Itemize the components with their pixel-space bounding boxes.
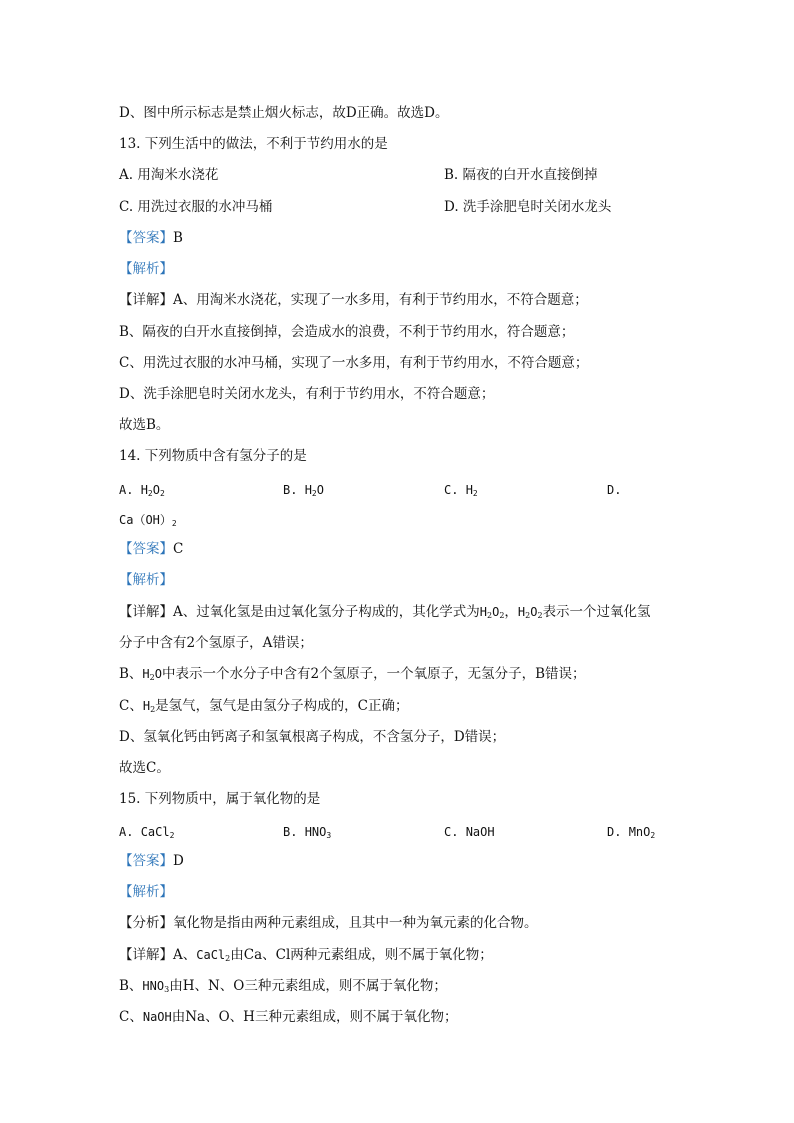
formula-part: H bbox=[517, 605, 526, 619]
formula-subscript: 2 bbox=[537, 611, 543, 620]
q15-answer bbox=[119, 852, 184, 870]
formula-subscript: 2 bbox=[650, 831, 656, 840]
formula-subscript: 2 bbox=[171, 519, 177, 528]
q14-stem: 14. 下列物质中含有氢分子的是 bbox=[119, 448, 307, 464]
option-label: C. bbox=[444, 483, 466, 497]
formula-part: H bbox=[479, 605, 487, 619]
formula-subscript: 2 bbox=[525, 611, 531, 620]
formula-part: O bbox=[152, 483, 160, 497]
detail-text: 中表示一个水分子中含有2个氢原子，一个氧原子，无氢分子，B错误； bbox=[161, 666, 586, 682]
q13-option-d: D. 洗手涂肥皂时关闭水龙头 bbox=[444, 199, 612, 215]
q15-detail-c bbox=[119, 1008, 457, 1026]
formula-part: CaCl bbox=[140, 825, 170, 839]
option-label: D. bbox=[607, 825, 629, 839]
detail-text: 由Na、O、H三种元素组成，则不属于氧化物； bbox=[171, 1009, 458, 1025]
q14-detail-a-line2: 分子中含有2个氢原子，A错误； bbox=[119, 635, 313, 651]
q13-detail-a bbox=[119, 291, 588, 309]
detail-prefix: C、 bbox=[119, 1009, 143, 1025]
formula-subscript: 2 bbox=[225, 954, 231, 963]
q13-option-b: B. 隔夜的白开水直接倒掉 bbox=[444, 167, 598, 183]
option-label: A. bbox=[119, 483, 141, 497]
formula-subscript: 2 bbox=[499, 611, 505, 620]
formula-subscript: 2 bbox=[149, 673, 155, 682]
detail-prefix: A、 bbox=[173, 947, 197, 963]
q13-conclusion: 故选B。 bbox=[119, 417, 170, 433]
formula-part: H bbox=[142, 699, 151, 713]
q14-option-d-label: D. bbox=[607, 483, 622, 497]
q14-detail-c bbox=[119, 697, 409, 715]
answer-value: B bbox=[173, 230, 183, 246]
formula-subscript: 2 bbox=[159, 489, 165, 498]
q15-detail-b bbox=[119, 977, 447, 995]
formula-subscript: 2 bbox=[311, 489, 317, 498]
q13-option-a: A. 用淘米水浇花 bbox=[119, 167, 219, 183]
formula-subscript: 3 bbox=[164, 985, 170, 994]
q13-detail-c: C、用洗过衣服的水冲马桶，实现了一水多用，有利于节约用水，不符合题意； bbox=[119, 355, 589, 371]
q14-detail-a-line1 bbox=[119, 603, 651, 621]
formula-subscript: 2 bbox=[486, 611, 493, 620]
detail-text: A、用淘米水浇花，实现了一水多用，有利于节约用水，不符合题意； bbox=[173, 292, 588, 308]
answer-tag: 【答案】 bbox=[119, 230, 173, 246]
q13-answer bbox=[119, 229, 183, 247]
q15-option-c bbox=[444, 823, 495, 841]
formula-part: H bbox=[142, 667, 150, 681]
option-label: A. bbox=[119, 825, 141, 839]
formula-subscript: 3 bbox=[326, 831, 332, 840]
formula-part: MnO bbox=[628, 825, 651, 839]
q13-analysis-tag: 【解析】 bbox=[119, 261, 173, 277]
q14-analysis-tag: 【解析】 bbox=[119, 572, 173, 588]
q14-answer bbox=[119, 540, 183, 558]
analysis-text: 氧化物是指由两种元素组成，且其中一种为氧元素的化合物。 bbox=[173, 915, 538, 931]
q15-option-d bbox=[607, 823, 655, 841]
q15-option-b bbox=[283, 823, 331, 841]
formula-part: H bbox=[304, 483, 312, 497]
q13-detail-b: B、隔夜的白开水直接倒掉，会造成水的浪费，不利于节约用水，符合题意； bbox=[119, 324, 575, 340]
answer-tag: 【答案】 bbox=[119, 541, 173, 557]
formula-part: NaOH bbox=[465, 825, 495, 839]
formula-subscript: 2 bbox=[147, 489, 153, 498]
q14-option-a bbox=[119, 481, 165, 499]
answer-value: C bbox=[173, 541, 184, 557]
detail-text: 由Ca、Cl两种元素组成，则不属于氧化物； bbox=[230, 947, 493, 963]
q14-option-c bbox=[444, 481, 478, 499]
formula-part: HNO bbox=[142, 979, 165, 993]
q13-option-c: C. 用洗过衣服的水冲马桶 bbox=[119, 199, 273, 215]
detail-text: 表示一个过氧化氢 bbox=[542, 604, 651, 620]
detail-prefix: B、 bbox=[119, 666, 143, 682]
formula-part: O bbox=[492, 605, 500, 619]
formula-subscript: 2 bbox=[472, 489, 478, 498]
option-label: B. bbox=[283, 825, 305, 839]
detail-prefix: B、 bbox=[119, 978, 143, 994]
detail-text: A、过氧化氢是由过氧化氢分子构成的，其化学式为 bbox=[173, 604, 480, 620]
formula-subscript: 2 bbox=[169, 831, 175, 840]
detail-tag: 【详解】 bbox=[119, 604, 173, 620]
formula-part: Ca（OH） bbox=[119, 513, 172, 527]
q14-option-b bbox=[283, 481, 324, 499]
q15-option-a bbox=[119, 823, 174, 841]
formula-part: O bbox=[530, 605, 538, 619]
q14-detail-d: D、氢氧化钙由钙离子和氢氧根离子构成，不含氢分子，D错误； bbox=[119, 729, 506, 745]
q14-detail-b bbox=[119, 665, 586, 683]
formula-subscript: 2 bbox=[150, 705, 156, 714]
analysis-sub-tag: 【分析】 bbox=[119, 915, 173, 931]
q14-conclusion: 故选C。 bbox=[119, 760, 170, 776]
separator: ， bbox=[504, 604, 518, 620]
q13-detail-d: D、洗手涂肥皂时关闭水龙头，有利于节约用水，不符合题意； bbox=[119, 386, 495, 402]
formula-part: O bbox=[154, 667, 162, 681]
formula-part: HNO bbox=[304, 825, 327, 839]
detail-tag: 【详解】 bbox=[119, 947, 173, 963]
q14-option-d-formula bbox=[119, 511, 177, 529]
detail-text: 是氢气，氢气是由氢分子构成的，C正确； bbox=[155, 698, 409, 714]
answer-tag: 【答案】 bbox=[119, 853, 173, 869]
option-label: C. bbox=[444, 825, 466, 839]
q12-detail-d: D、图中所示标志是禁止烟火标志，故D正确。故选D。 bbox=[119, 105, 449, 121]
option-label: B. bbox=[283, 483, 305, 497]
q15-detail-a bbox=[119, 946, 493, 964]
q13-stem: 13. 下列生活中的做法，不利于节约用水的是 bbox=[119, 136, 388, 152]
detail-text: 由H、N、O三种元素组成，则不属于氧化物； bbox=[169, 978, 447, 994]
q15-stem: 15. 下列物质中，属于氧化物的是 bbox=[119, 791, 321, 807]
formula-part: CaCl bbox=[196, 948, 226, 962]
formula-part: O bbox=[316, 483, 324, 497]
detail-tag: 【详解】 bbox=[119, 292, 173, 308]
q15-analysis-tag: 【解析】 bbox=[119, 884, 173, 900]
q15-analysis bbox=[119, 914, 538, 932]
formula-part: H bbox=[140, 483, 148, 497]
formula-part: NaOH bbox=[142, 1010, 172, 1024]
answer-value: D bbox=[173, 853, 184, 869]
detail-prefix: C、 bbox=[119, 698, 143, 714]
formula-part: H bbox=[465, 483, 473, 497]
